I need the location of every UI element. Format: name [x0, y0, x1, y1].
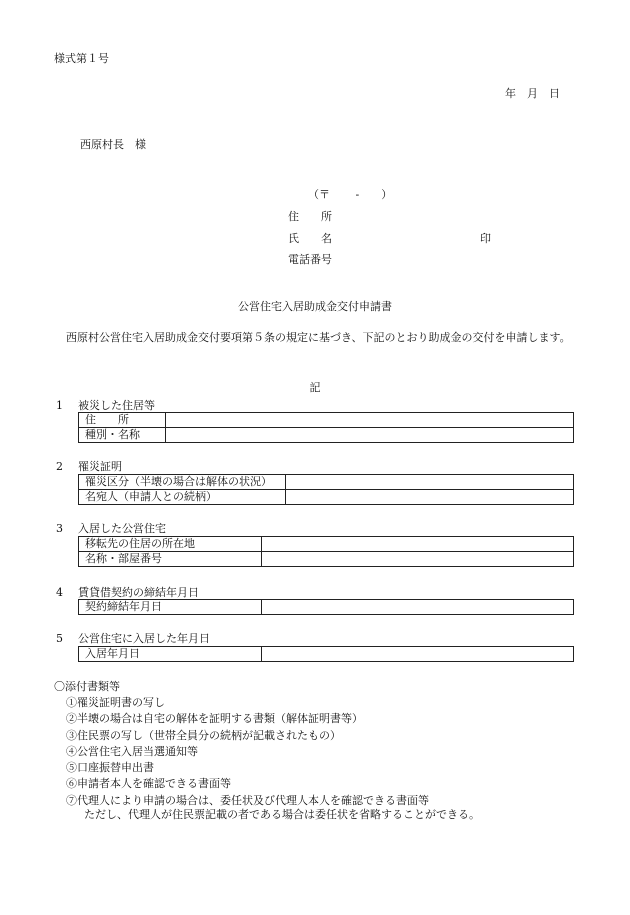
section-1-table	[78, 412, 574, 443]
list-item: ⑦代理人により申請の場合は、委任状及び代理人本人を確認できる書面等	[66, 793, 429, 807]
list-item: ⑤口座振替申出書	[66, 761, 154, 775]
row-label: 種別・名称	[79, 428, 166, 443]
ki-heading: 記	[309, 381, 321, 394]
section-5-table	[78, 646, 574, 662]
section-title: 賃貸借契約の締結年月日	[78, 586, 199, 599]
row-label: 移転先の住居の所在地	[79, 537, 262, 552]
attachments-heading: 〇添付書類等	[54, 680, 120, 693]
section-5-heading	[56, 632, 210, 646]
list-item: ②半壊の場合は自宅の解体を証明する書類（解体証明書等）	[66, 712, 363, 726]
row-value-field[interactable]	[262, 537, 574, 552]
section-4-table	[78, 599, 574, 615]
body-text: 西原村公営住宅入居助成金交付要項第５条の規定に基づき、下記のとおり助成金の交付を申請します。	[66, 331, 571, 344]
section-number: 3	[56, 522, 63, 535]
row-value-field[interactable]	[262, 552, 574, 567]
addressee: 西原村長 様	[80, 138, 146, 151]
table-row	[79, 647, 574, 662]
list-item: ⑥申請者本人を確認できる書面等	[66, 777, 231, 791]
section-title: 公営住宅に入居した年月日	[78, 632, 210, 645]
row-label: 入居年月日	[79, 647, 262, 662]
document-title: 公営住宅入居助成金交付申請書	[238, 300, 392, 313]
table-row	[79, 537, 574, 552]
row-value-field[interactable]	[286, 490, 574, 505]
date-line: 年 月 日	[505, 87, 560, 100]
list-item: ④公営住宅入居当選通知等	[66, 744, 198, 758]
section-title: 被災した住居等	[78, 399, 155, 412]
section-2-table	[78, 474, 574, 505]
section-3-table	[78, 536, 574, 567]
row-value-field[interactable]	[166, 413, 574, 428]
table-row	[79, 490, 574, 505]
section-title: 入居した公営住宅	[78, 522, 166, 535]
section-1-heading	[56, 399, 155, 413]
row-label: 名宛人（申請人との続柄）	[79, 490, 286, 505]
row-value-field[interactable]	[262, 647, 574, 662]
table-row	[79, 428, 574, 443]
row-value-field[interactable]	[166, 428, 574, 443]
row-label: 罹災区分（半壊の場合は解体の状況）	[79, 475, 286, 490]
seal-mark: 印	[480, 232, 491, 245]
section-number: 5	[56, 632, 63, 645]
attachments-list	[66, 695, 429, 809]
table-row	[79, 413, 574, 428]
section-number: 2	[56, 460, 63, 473]
row-label: 名称・部屋番号	[79, 552, 262, 567]
name-label: 氏 名	[288, 232, 332, 245]
list-item: ③住民票の写し（世帯全員分の続柄が記載されたもの）	[66, 728, 341, 742]
attachments-note: ただし、代理人が住民票記載の者である場合は委任状を省略することができる。	[84, 808, 480, 821]
section-number: 4	[56, 586, 63, 599]
table-row	[79, 600, 574, 615]
form-number: 様式第１号	[54, 52, 109, 65]
table-row	[79, 475, 574, 490]
row-label: 住 所	[79, 413, 166, 428]
list-item: ①罹災証明書の写し	[66, 696, 165, 709]
row-value-field[interactable]	[286, 475, 574, 490]
row-value-field[interactable]	[262, 600, 574, 615]
section-4-heading	[56, 586, 199, 600]
address-label: 住 所	[288, 210, 332, 223]
section-title: 罹災証明	[78, 460, 122, 473]
postal-code-line: （〒 - ）	[308, 188, 393, 201]
section-number: 1	[56, 399, 63, 412]
phone-label: 電話番号	[288, 253, 332, 266]
section-3-heading	[56, 522, 166, 536]
section-2-heading	[56, 460, 122, 474]
row-label: 契約締結年月日	[79, 600, 262, 615]
table-row	[79, 552, 574, 567]
